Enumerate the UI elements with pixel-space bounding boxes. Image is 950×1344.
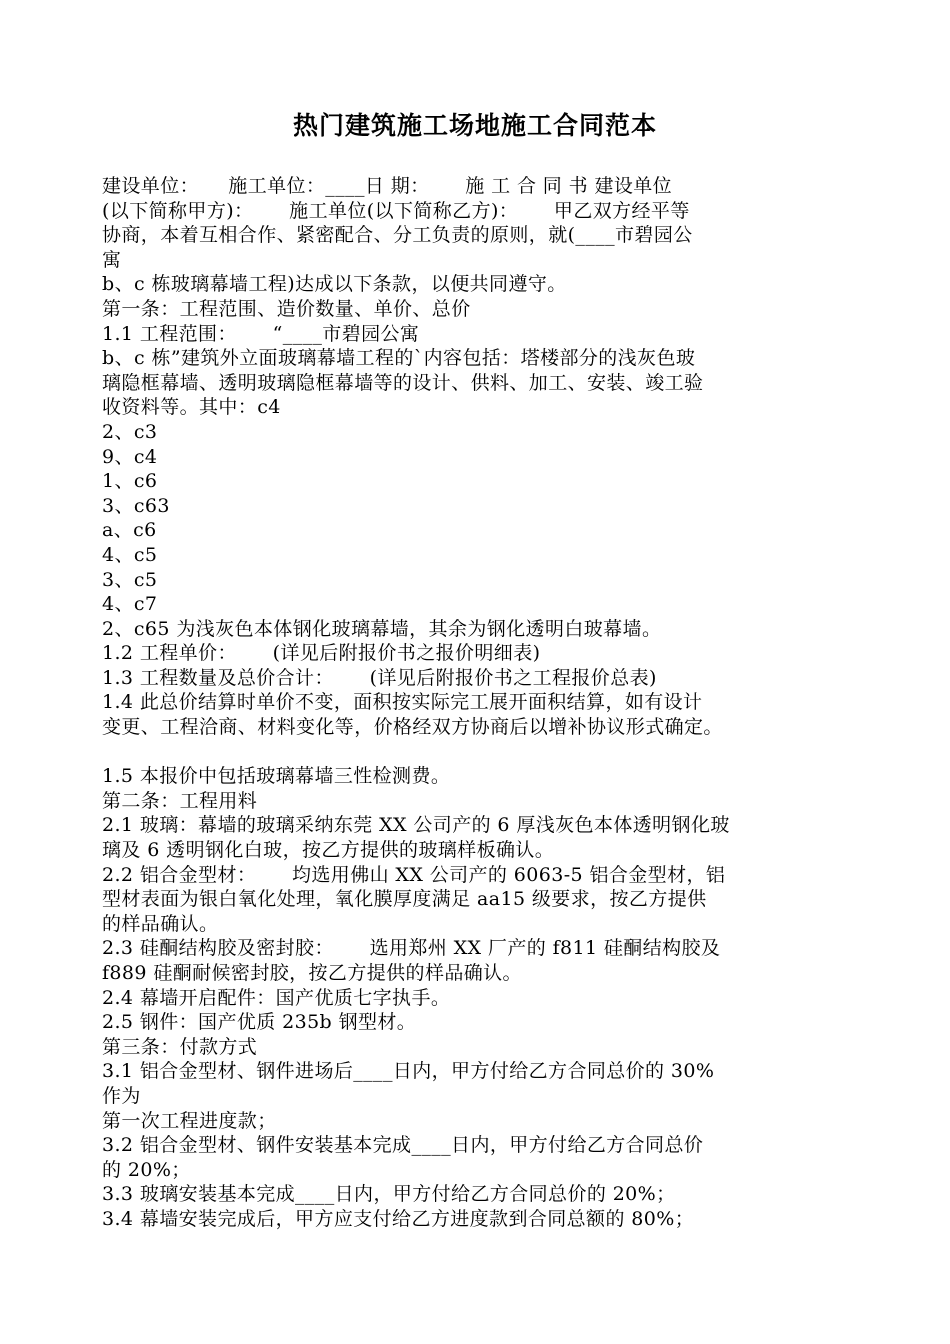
text-line: 的样品确认。: [102, 912, 219, 935]
text-line: 2、c3: [102, 420, 158, 443]
text-line: 型材表面为银白氧化处理，氧化膜厚度满足 aa15 级要求，按乙方提供: [102, 888, 707, 911]
text-line: 3.4 幕墙安装完成后，甲方应支付给乙方进度款到合同总额的 80%；: [102, 1207, 695, 1230]
section-heading: 第一条：工程范围、造价数量、单价、总价: [102, 297, 471, 320]
text-line: 3.1 铝合金型材、钢件进场后____日内，甲方付给乙方合同总价的 30%: [102, 1060, 715, 1083]
text-line: 1.1 工程范围： “____市碧园公寓: [102, 322, 420, 345]
text-line: 2.3 硅酮结构胶及密封胶： 选用郑州 XX 厂产的 f811 硅酮结构胶及: [102, 937, 721, 960]
text-line: 璃隐框幕墙、透明玻璃隐框幕墙等的设计、供料、加工、安装、竣工验: [102, 371, 704, 394]
text-line: 9、c4: [102, 445, 158, 468]
text-line: 收资料等。其中：c4: [102, 396, 281, 419]
text-line: a、c6: [102, 519, 157, 542]
document-title: 热门建筑施工场地施工合同范本: [292, 111, 657, 140]
text-line: 寓: [102, 248, 122, 271]
text-line: 1.2 工程单价： (详见后附报价书之报价明细表): [102, 642, 541, 665]
section-heading: 第二条：工程用料: [102, 789, 258, 812]
text-line: 2.2 铝合金型材： 均选用佛山 XX 公司产的 6063-5 铝合金型材，铝: [102, 863, 726, 886]
text-line: 2.4 幕墙开启配件：国产优质七字执手。: [102, 986, 451, 1009]
text-line: 1.5 本报价中包括玻璃幕墙三性检测费。: [102, 765, 451, 788]
text-line: 的 20%；: [102, 1158, 191, 1181]
text-line: 3、c63: [102, 494, 170, 517]
text-line: 第一次工程进度款；: [102, 1109, 277, 1132]
document-body: [102, 174, 852, 1232]
text-line: 2.5 钢件：国产优质 235b 钢型材。: [102, 1011, 417, 1034]
text-line: 4、c5: [102, 543, 158, 566]
text-line: 璃及 6 透明钢化白玻，按乙方提供的玻璃样板确认。: [102, 839, 555, 862]
text-line: 3.3 玻璃安装基本完成____日内，甲方付给乙方合同总价的 20%；: [102, 1183, 676, 1206]
text-line: 1.3 工程数量及总价合计： (详见后附报价书之工程报价总表): [102, 666, 657, 689]
text-line: 变更、工程洽商、材料变化等，价格经双方协商后以增补协议形式确定。: [102, 716, 723, 739]
text-line: 1.4 此总价结算时单价不变，面积按实际完工展开面积结算，如有设计: [102, 691, 703, 714]
text-line: 3.2 铝合金型材、钢件安装基本完成____日内，甲方付给乙方合同总价: [102, 1134, 704, 1157]
text-line: 3、c5: [102, 568, 158, 591]
text-line: 2.1 玻璃：幕墙的玻璃采纳东莞 XX 公司产的 6 厚浅灰色本体透明钢化玻: [102, 814, 730, 837]
text-line: 4、c7: [102, 593, 158, 616]
section-heading: 第三条：付款方式: [102, 1035, 258, 1058]
blank-line: [102, 740, 852, 765]
text-line: b、c 栋”建筑外立面玻璃幕墙工程的`内容包括：塔楼部分的浅灰色玻: [102, 347, 696, 370]
text-line: f889 硅酮耐候密封胶，按乙方提供的样品确认。: [102, 962, 522, 984]
text-line: (以下简称甲方)： 施工单位(以下简称乙方)： 甲乙双方经平等: [102, 199, 690, 222]
text-line: 1、c6: [102, 470, 158, 493]
text-line: 作为: [102, 1084, 141, 1107]
text-line: b、c 栋玻璃幕墙工程)达成以下条款，以便共同遵守。: [102, 273, 567, 296]
text-line: 建设单位： 施工单位：____日 期： 施 工 合 同 书 建设单位: [102, 175, 673, 197]
text-line: 协商，本着互相合作、紧密配合、分工负责的原则，就(____市碧园公: [102, 224, 693, 247]
text-line: 2、c65 为浅灰色本体钢化玻璃幕墙，其余为钢化透明白玻幕墙。: [102, 617, 662, 640]
